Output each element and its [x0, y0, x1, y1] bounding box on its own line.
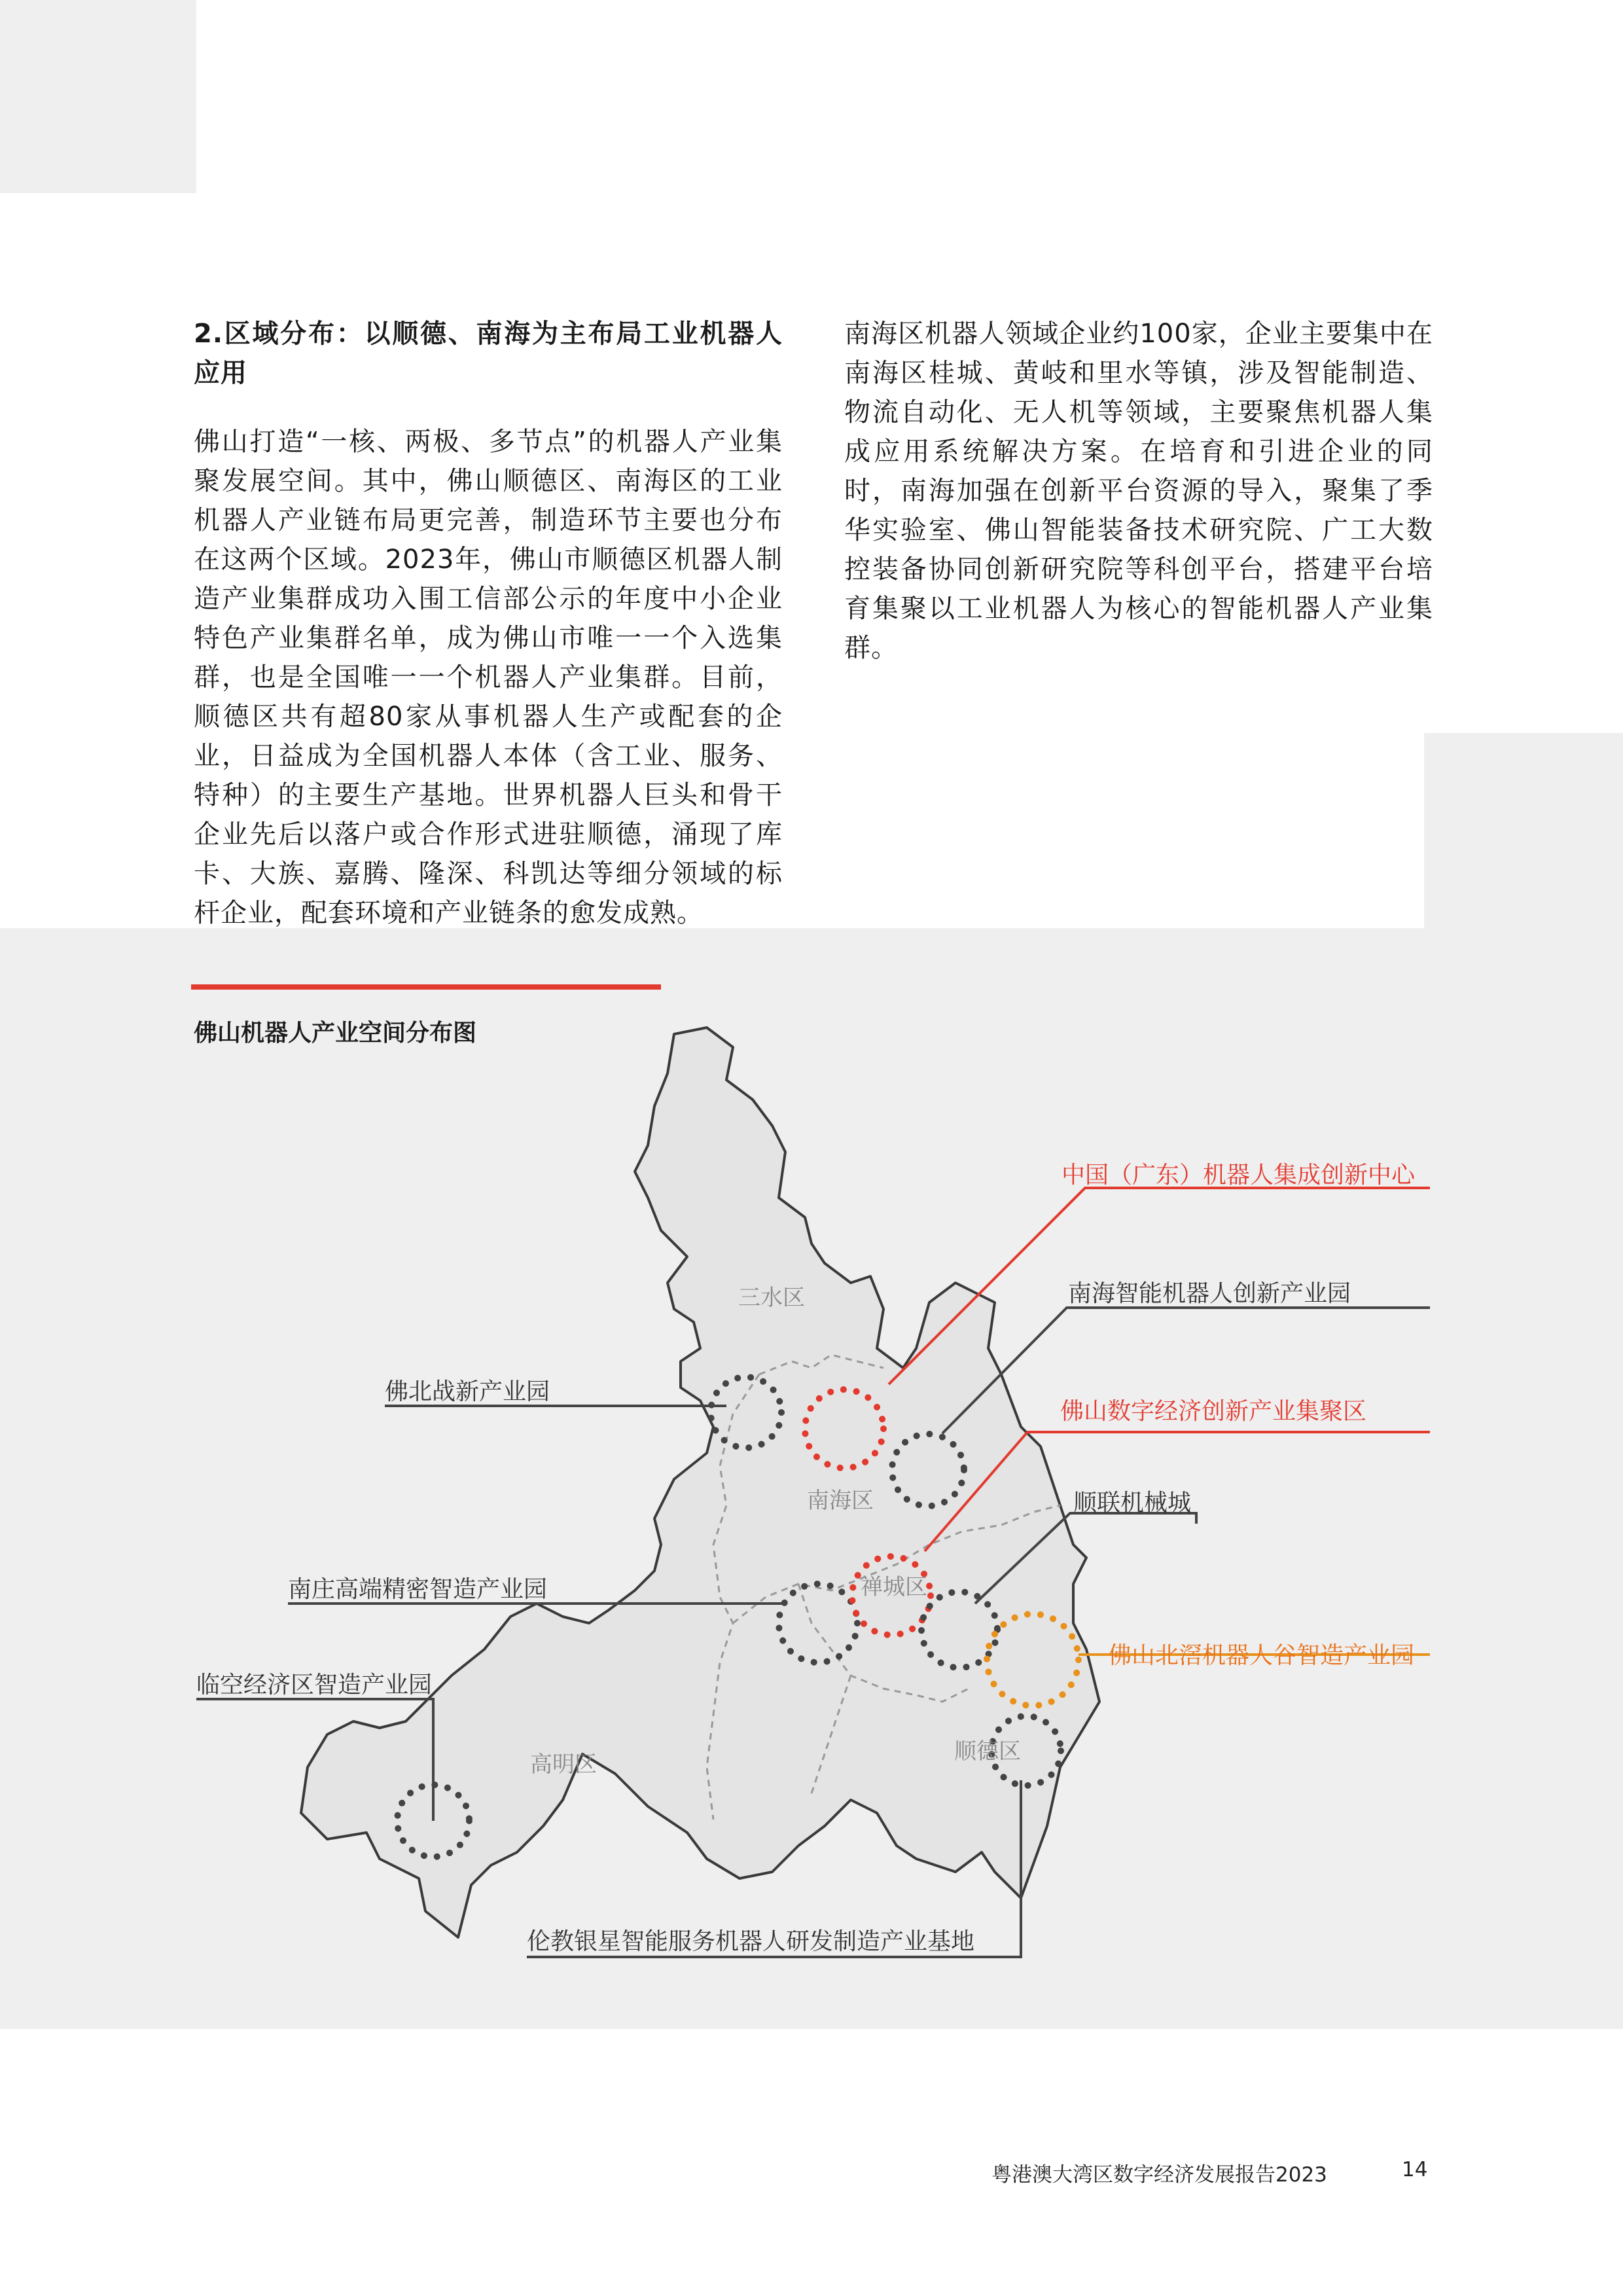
district-shunde: 顺德区 — [954, 1738, 1021, 1765]
text-column-right — [844, 314, 1433, 697]
corner-decoration — [0, 0, 196, 193]
district-chancheng: 禅城区 — [861, 1574, 927, 1600]
label-digital-zone: 佛山数字经济创新产业集聚区 — [1060, 1398, 1367, 1425]
label-nanzhuang-park: 南庄高端精密智造产业园 — [288, 1576, 548, 1603]
label-innovation-center: 中国（广东）机器人集成创新中心 — [1061, 1162, 1416, 1189]
right-decoration-block — [1424, 733, 1623, 929]
map-title: 佛山机器人产业空间分布图 — [194, 1020, 477, 1047]
foshan-map — [0, 928, 1623, 2029]
district-gaoming: 高明区 — [530, 1751, 597, 1778]
text-column-left — [194, 314, 783, 962]
district-nanhai: 南海区 — [807, 1488, 874, 1514]
label-fobei-park: 佛北战新产业园 — [385, 1378, 550, 1405]
paragraph-shunde: 佛山打造“一核、两极、多节点”的机器人产业集聚发展空间。其中，佛山顺德区、南海区的工业机器人产业链布局更完善，制造环节主要也分布在这两个区域。2023年，佛山市顺德区机器人制造产业集群成功入围工信部公示的年度中小企业特色产业集群名单，成为佛山市唯一一个入选集群，也是全国唯一一个机器人产业集群。目前，顺德区共有超80家从事机器人生产或配套的企业，日益成为全国机器人本体（含工业、服务、特种）的主要生产基地。世界机器人巨头和骨干企业先后以落户或合作形式进驻顺德，涌现了库卡、大族、嘉腾、隆深、科凯达等细分领域的标杆企业，配套环境和产业链条的愈发成熟。 — [194, 427, 783, 928]
label-nanhai-park: 南海智能机器人创新产业园 — [1068, 1280, 1351, 1307]
foshan-territory — [301, 1028, 1099, 1937]
label-beijiao-valley: 佛山北滘机器人谷智造产业园 — [1108, 1642, 1415, 1669]
label-shunlian: 顺联机械城 — [1073, 1490, 1192, 1516]
footer-report-title: 粤港澳大湾区数字经济发展报告2023 — [991, 2163, 1327, 2187]
paragraph-nanhai: 南海区机器人领域企业约100家，企业主要集中在南海区桂城、黄岐和里水等镇，涉及智能制造、物流自动化、无人机等领域，主要聚焦机器人集成应用系统解决方案。在培育和引进企业的同时，南海加强在创新平台资源的导入，聚集了季华实验室、佛山智能装备技术研究院、广工大数控装备协同创新研究院等科创平台，搭建平台培育集聚以工业机器人为核心的智能机器人产业集群。 — [844, 319, 1433, 663]
district-sanshui: 三水区 — [738, 1285, 805, 1311]
label-linkong-park: 临空经济区智造产业园 — [196, 1672, 433, 1698]
label-lunjiao-base: 伦教银星智能服务机器人研发制造产业基地 — [527, 1928, 975, 1955]
footer-page-number: 14 — [1402, 2158, 1428, 2181]
section-heading: 2.区域分布：以顺德、南海为主布局工业机器人应用 — [194, 319, 783, 388]
